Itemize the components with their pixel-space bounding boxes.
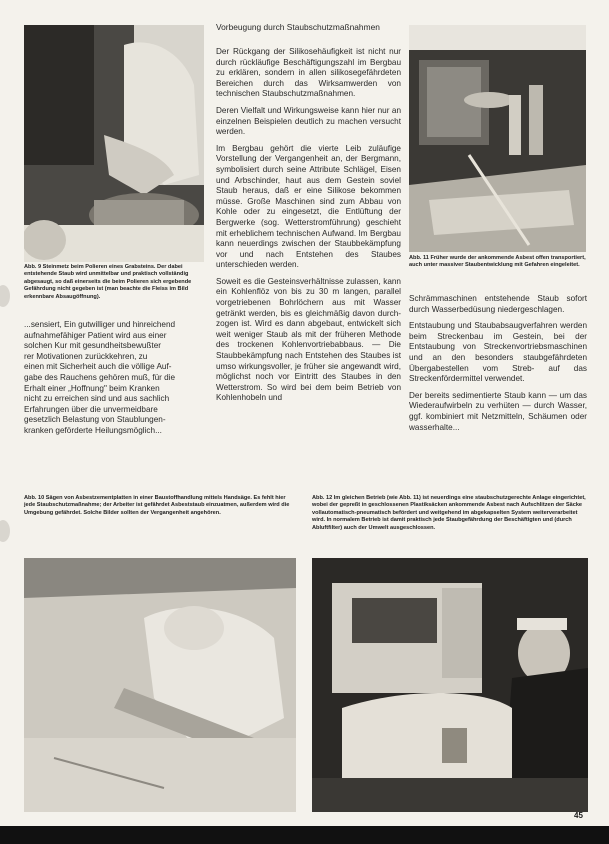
paragraph: Im Bergbau gehört die vierte Leib zuläufige Vorstellung der Vergangenheit an, der Bergmann, symbolisiert durch seine Attribute Schlägel, Eisen und Arbschinder, haut aus dem Gestein soviel Staub heraus, daß er eine Silikose bekommen müsse. Große Maschinen sind zum Abbau von Kohle oder zu eingesetzt, die Entlüftung der Bergwerke (sog. Wetterstromführung) geschieht mit erheblichem technischen Aufwand. Im Bergbau kann neuerdings zwischen der Staubbekämpfung vor und nach Entstehen des Staubes unterschieden werden. xyxy=(216,143,401,270)
binding-hole xyxy=(0,520,10,542)
right-column-text xyxy=(409,294,587,439)
paragraph: Der Rückgang der Silikosehäufigkeit ist nicht nur durch rückläufige Beschäftigungszahl im Bergbau zu erklären, sondern in allen silikosegefährdeten Bereichen durch das Wirksamwerden von technischen Staubschutzmaßnahmen. xyxy=(216,47,401,99)
left-line: aufnahmefähiger Patient wird aus einer xyxy=(24,330,167,340)
page-number: 45 xyxy=(574,811,583,820)
paragraph: Entstaubung und Staubabsaugverfahren werden beim Streckenbau im Gestein, bei der Entstaubung von Streckenvortriebsmaschinen und an den besonders staubgefährdeten Übergabestellen vom Streb- auf das Streckenfördermittel verwendet. xyxy=(409,321,587,384)
paragraph: Soweit es die Gesteinsverhältnisse zulassen, kann ein Kohlenflöz von bis zu 30 m langen, parallel vorgetriebenen Bohrlöchern aus mit Wasser getränkt werden, bis es gleichmäßig davon durchzogen ist. Wird es dann abgebaut, entwickelt sich weit weniger Staub als mit der früheren Methode des trockenen Kohlenvortriebabbaus. — Die Staubbekämpfung nach Entstehen des Staubes ist umso wirkungsvoller, je früher sie angewandt wird, möglichst noch vor Eintritt des Staubes in den Wetterstrom. So wird bei dem beim Betrieb von Kohlenhobeln und xyxy=(216,276,401,403)
left-line: gabe des Rauchens gehören muß, für die xyxy=(24,372,176,382)
figure-12-caption: Abb. 12 Im gleichen Betrieb (wie Abb. 11) ist neuerdings eine staubschutzgerechte Anlage eingerichtet, wobei der gepreßt in geschlossenen Plastiksäcken ankommende Asbest nach Aufschlitzen der Säcke vollautomatisch-pneumatisch befördert und weitgehend im abgekapselten System weiterverarbeitet wird. In normalem Betrieb ist damit praktisch jede Staubgefährdung der Beschäftigten und (durch Abluftfilter) auch der Umwelt ausgeschlossen. xyxy=(312,495,586,531)
left-line: solchen Kur mit gesundheitsbewußter xyxy=(24,341,161,351)
left-line: gesetzlich Belastung von Staublungen- xyxy=(24,415,166,425)
left-line: nicht zu erreichen sind und aus sachlich xyxy=(24,394,170,404)
figure-9-photo xyxy=(24,25,204,262)
left-line: kranken geförderte Heilungsmöglich... xyxy=(24,425,162,435)
binding-hole xyxy=(0,285,10,307)
figure-11-photo xyxy=(409,25,586,252)
paragraph: Schrämmaschinen entstehende Staub sofort durch Wasserbedüsung niedergeschlagen. xyxy=(409,294,587,314)
figure-12-photo xyxy=(312,558,588,812)
left-column-text xyxy=(24,320,206,437)
left-line: Erfahrungen über die unvermeidbare xyxy=(24,404,158,414)
scan-edge-bar xyxy=(0,826,609,844)
paragraph: Deren Vielfalt und Wirkungsweise kann hier nur an einzelnen Beispielen deutlich zu machen versucht werden. xyxy=(216,105,401,137)
left-line: einen mit Sicherheit auch die völlige Auf- xyxy=(24,362,172,372)
section-heading: Vorbeugung durch Staubschutzmaßnahmen xyxy=(216,22,380,32)
figure-10-photo xyxy=(24,558,296,812)
left-line: Erhalt einer „Hoffnung" beim Kranken xyxy=(24,383,160,393)
left-line: rer Motivationen zurückkehren, zu xyxy=(24,351,148,361)
figure-11-caption: Abb. 11 Früher wurde der ankommende Asbest offen transportiert, auch unter massiver Staubentwicklung mit Gefahren eingeleitet. xyxy=(409,255,586,269)
middle-column-text xyxy=(216,47,401,410)
paragraph: Der bereits sedimentierte Staub kann — um das Wiederaufwirbeln zu verhüten — durch Wasser, ggf. kombiniert mit Netzmitteln, Schäumen oder wasserhalte... xyxy=(409,390,587,432)
left-line: ...sensiert, Ein gutwilliger und hinreichend xyxy=(24,320,176,329)
figure-10-caption: Abb. 10 Sägen von Asbestzementplatten in einer Baustoffhandlung mittels Handsäge. Es fehlt hier jede Staubschutzmaßnahme; der Arbeiter ist gefährdet Asbeststaub einzuatmen, außerdem wird die Umgebung gefährdet. Solche Bilder sollten der Vergangenheit angehören. xyxy=(24,495,290,516)
figure-9-caption: Abb. 9 Steinmetz beim Polieren eines Grabsteins. Der dabei entstehende Staub wird unmittelbar und praktisch vollständig abgesaugt, so daß einerseits die beim Polieren sich ergebende Gefährdung nicht gegeben ist (man beachte die Fleiss im Bild erkennbare Absaugöffnung). xyxy=(24,264,192,300)
